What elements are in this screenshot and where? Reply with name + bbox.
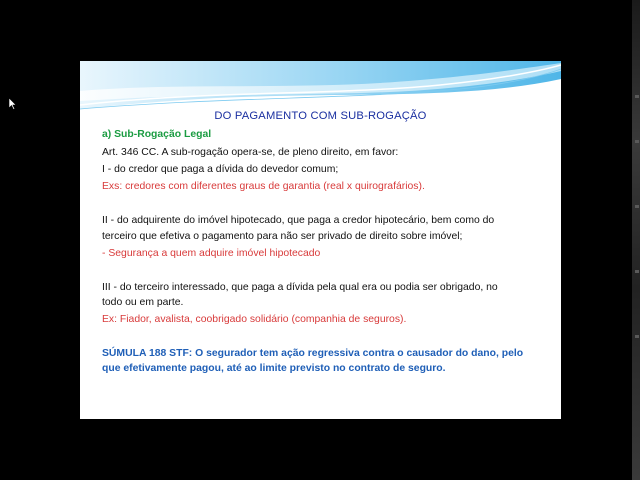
sumula-text-continued: que efetivamente pagou, até ao limite previsto no contrato de seguro. <box>102 363 446 374</box>
item-iii-example: Ex: Fiador, avalista, coobrigado solidário (companhia de seguros). <box>102 314 407 325</box>
sumula-text: SÚMULA 188 STF: O segurador tem ação regressiva contra o causador do dano, pelo <box>102 348 524 359</box>
right-edge-strip <box>632 0 640 480</box>
section-heading: a) Sub-Rogação Legal <box>102 129 212 140</box>
item-iii-text: III - do terceiro interessado, que paga a dívida pela qual era ou podia ser obrigado, no <box>102 282 498 293</box>
item-i-example: Exs: credores com diferentes graus de garantia (real x quirografários). <box>102 181 425 192</box>
mouse-pointer-icon <box>9 98 17 110</box>
presentation-slide <box>80 61 561 419</box>
item-ii-example: - Segurança a quem adquire imóvel hipotecado <box>102 248 321 259</box>
item-ii-text: II - do adquirente do imóvel hipotecado, que paga a credor hipotecário, bem como do <box>102 215 495 226</box>
slide-title: DO PAGAMENTO COM SUB-ROGAÇÃO <box>214 110 427 122</box>
header-swoosh-decoration <box>80 61 561 116</box>
article-text: Art. 346 CC. A sub-rogação opera-se, de pleno direito, em favor: <box>102 147 399 158</box>
item-iii-text-continued: todo ou em parte. <box>102 297 184 308</box>
item-i-text: I - do credor que paga a dívida do devedor comum; <box>102 164 339 175</box>
item-ii-text-continued: terceiro que efetiva o pagamento para não ser privado de direito sobre imóvel; <box>102 231 463 242</box>
